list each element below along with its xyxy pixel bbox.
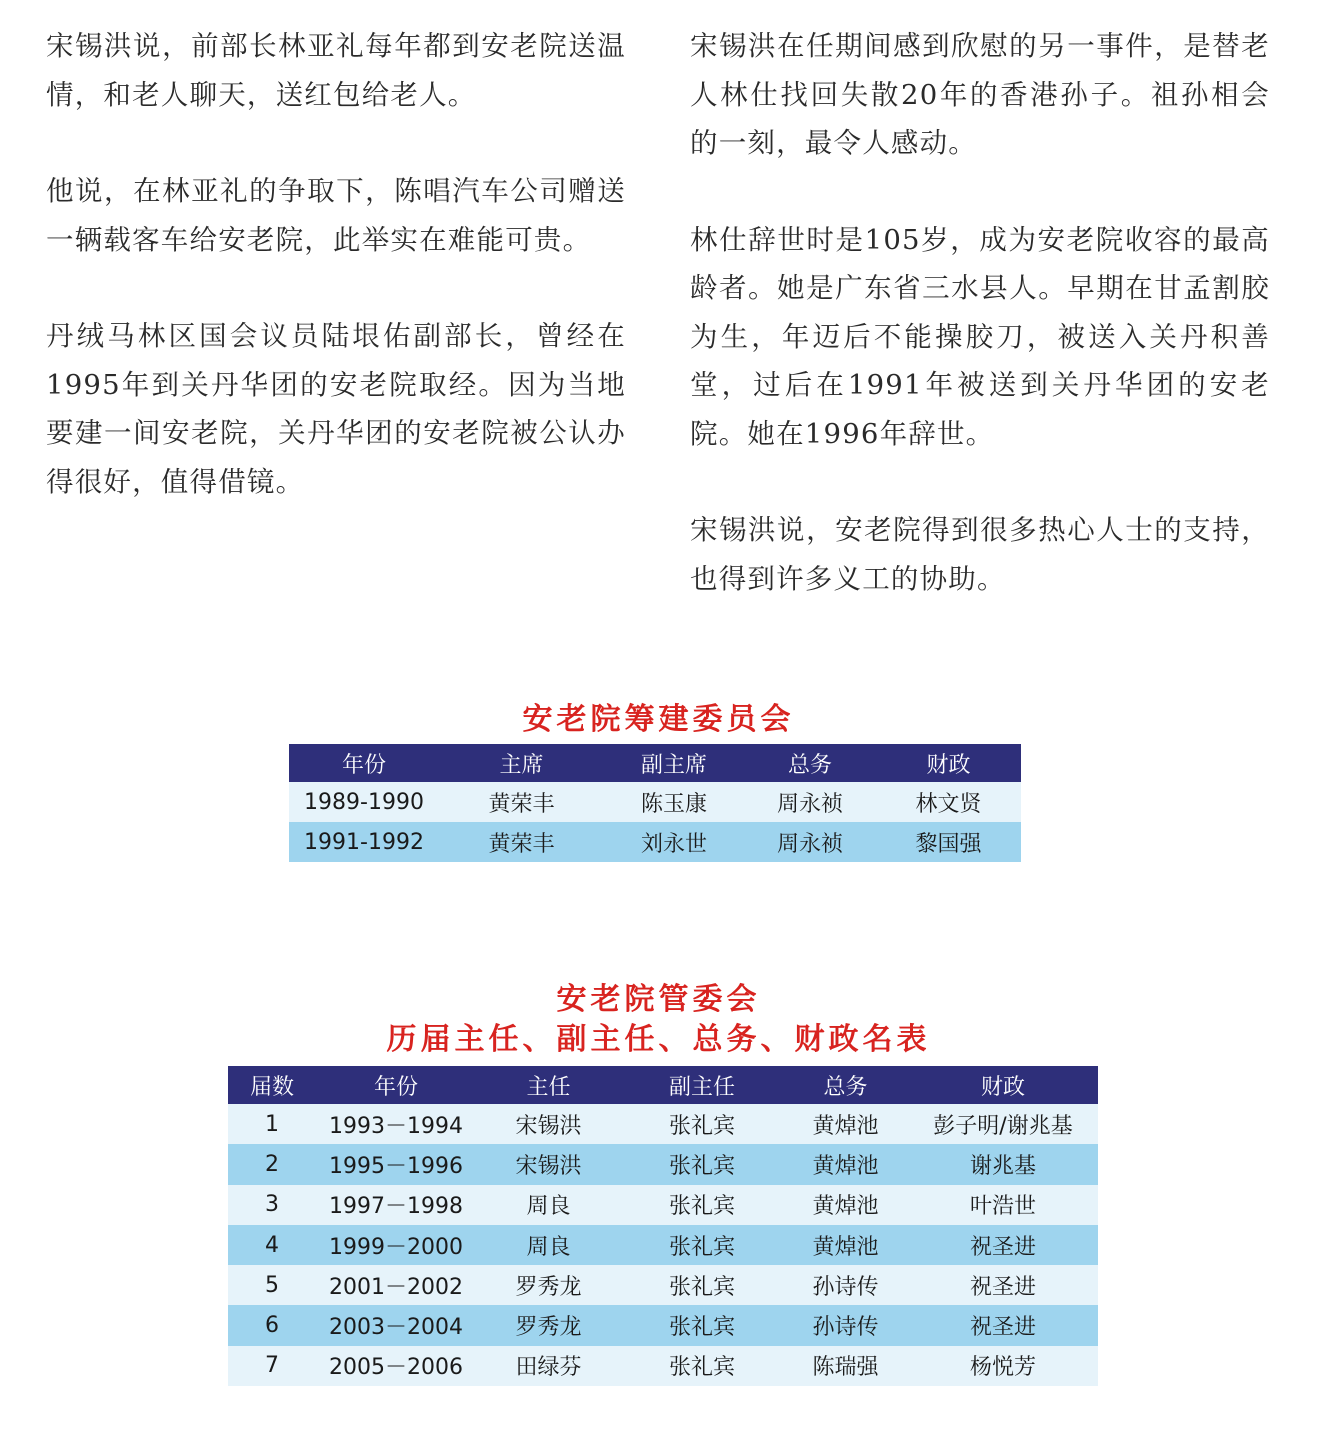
table-cell: 刘永世: [604, 822, 744, 862]
column-header: 主席: [439, 744, 604, 782]
paragraph: 宋锡洪说，前部长林亚礼每年都到安老院送温情，和老人聊天，送红包给老人。: [46, 30, 626, 111]
table-cell: 张礼宾: [621, 1346, 783, 1386]
table-cell: 2005－2006: [316, 1346, 476, 1386]
column-header: 总务: [744, 744, 876, 782]
table-cell: 张礼宾: [621, 1305, 783, 1345]
table-cell: 1997－1998: [316, 1185, 476, 1225]
column-header: 财政: [908, 1066, 1098, 1104]
table-cell: 罗秀龙: [476, 1265, 621, 1305]
table-cell: 罗秀龙: [476, 1305, 621, 1345]
table-cell: 彭子明/谢兆基: [908, 1104, 1098, 1144]
table-cell: 孙诗传: [783, 1305, 908, 1345]
committee-table-title: 安老院筹建委员会: [522, 702, 795, 737]
table-cell: 5: [228, 1265, 316, 1305]
table-cell: 张礼宾: [621, 1225, 783, 1265]
table-cell: 叶浩世: [908, 1185, 1098, 1225]
paragraph: 林仕辞世时是105岁，成为安老院收容的最高龄者。她是广东省三水县人。早期在甘孟割胶为生，年迈后不能操胶刀，被送入关丹积善堂，过后在1991年被送到关丹华团的安老院。她在1996年辞世。: [690, 223, 1270, 450]
table-cell: 1: [228, 1104, 316, 1144]
table-cell: 黄荣丰: [439, 822, 604, 862]
table-cell: 张礼宾: [621, 1265, 783, 1305]
table-cell: 4: [228, 1225, 316, 1265]
table-cell: 杨悦芳: [908, 1346, 1098, 1386]
table-cell: 2003－2004: [316, 1305, 476, 1345]
table-row: [228, 1346, 1098, 1386]
table-cell: 陈玉康: [604, 782, 744, 822]
table-cell: 黄焯池: [783, 1144, 908, 1184]
table-cell: 黄焯池: [783, 1225, 908, 1265]
table-row: [228, 1305, 1098, 1345]
table-cell: 宋锡洪: [476, 1104, 621, 1144]
table-cell: 周良: [476, 1185, 621, 1225]
column-header: 总务: [783, 1066, 908, 1104]
paragraph: 宋锡洪在任期间感到欣慰的另一事件，是替老人林仕找回失散20年的香港孙子。祖孙相会的一刻，最令人感动。: [690, 30, 1270, 159]
column-header: 届数: [228, 1066, 316, 1104]
table-header-row: [289, 744, 1021, 782]
table-cell: 张礼宾: [621, 1185, 783, 1225]
table-cell: 1989-1990: [289, 782, 439, 822]
table-cell: 周良: [476, 1225, 621, 1265]
table-cell: 1993－1994: [316, 1104, 476, 1144]
paragraph: 他说，在林亚礼的争取下，陈唱汽车公司赠送一辆载客车给安老院，此举实在难能可贵。: [46, 175, 626, 256]
table-cell: 孙诗传: [783, 1265, 908, 1305]
column-header: 年份: [316, 1066, 476, 1104]
article-left-column: [46, 22, 626, 554]
column-header: 年份: [289, 744, 439, 782]
table-cell: 黄焯池: [783, 1104, 908, 1144]
column-header: 主任: [476, 1066, 621, 1104]
table-cell: 1999－2000: [316, 1225, 476, 1265]
table-row: [228, 1144, 1098, 1184]
table-cell: 张礼宾: [621, 1104, 783, 1144]
table-row: [228, 1185, 1098, 1225]
management-table: [228, 1066, 1098, 1386]
paragraph: 宋锡洪说，安老院得到很多热心人士的支持，也得到许多义工的协助。: [690, 514, 1270, 595]
table-cell: 田绿芬: [476, 1346, 621, 1386]
table-cell: 谢兆基: [908, 1144, 1098, 1184]
management-table-subtitle: 历届主任、副主任、总务、财政名表: [386, 1022, 931, 1057]
column-header: 副主任: [621, 1066, 783, 1104]
committee-table: [289, 744, 1021, 862]
table-cell: 祝圣进: [908, 1225, 1098, 1265]
table-cell: 周永祯: [744, 822, 876, 862]
table-cell: 黄焯池: [783, 1185, 908, 1225]
table-row: [228, 1265, 1098, 1305]
table-row: [289, 822, 1021, 862]
table-cell: 黄荣丰: [439, 782, 604, 822]
article-right-column: [690, 22, 1270, 651]
table-cell: 林文贤: [876, 782, 1021, 822]
column-header: 财政: [876, 744, 1021, 782]
table-cell: 黎国强: [876, 822, 1021, 862]
table-cell: 祝圣进: [908, 1305, 1098, 1345]
table-cell: 宋锡洪: [476, 1144, 621, 1184]
management-table-title: 安老院管委会: [556, 982, 761, 1017]
paragraph: 丹绒马林区国会议员陆垠佑副部长，曾经在1995年到关丹华团的安老院取经。因为当地要建一间安老院，关丹华团的安老院被公认办得很好，值得借镜。: [46, 320, 626, 498]
table-row: [228, 1104, 1098, 1144]
table-cell: 祝圣进: [908, 1265, 1098, 1305]
table-row: [289, 782, 1021, 822]
table-cell: 2: [228, 1144, 316, 1184]
table-cell: 1995－1996: [316, 1144, 476, 1184]
table-cell: 3: [228, 1185, 316, 1225]
table-row: [228, 1225, 1098, 1265]
table-header-row: [228, 1066, 1098, 1104]
table-cell: 陈瑞强: [783, 1346, 908, 1386]
table-cell: 张礼宾: [621, 1144, 783, 1184]
table-cell: 7: [228, 1346, 316, 1386]
table-cell: 1991-1992: [289, 822, 439, 862]
table-cell: 6: [228, 1305, 316, 1345]
table-cell: 周永祯: [744, 782, 876, 822]
table-cell: 2001－2002: [316, 1265, 476, 1305]
column-header: 副主席: [604, 744, 744, 782]
